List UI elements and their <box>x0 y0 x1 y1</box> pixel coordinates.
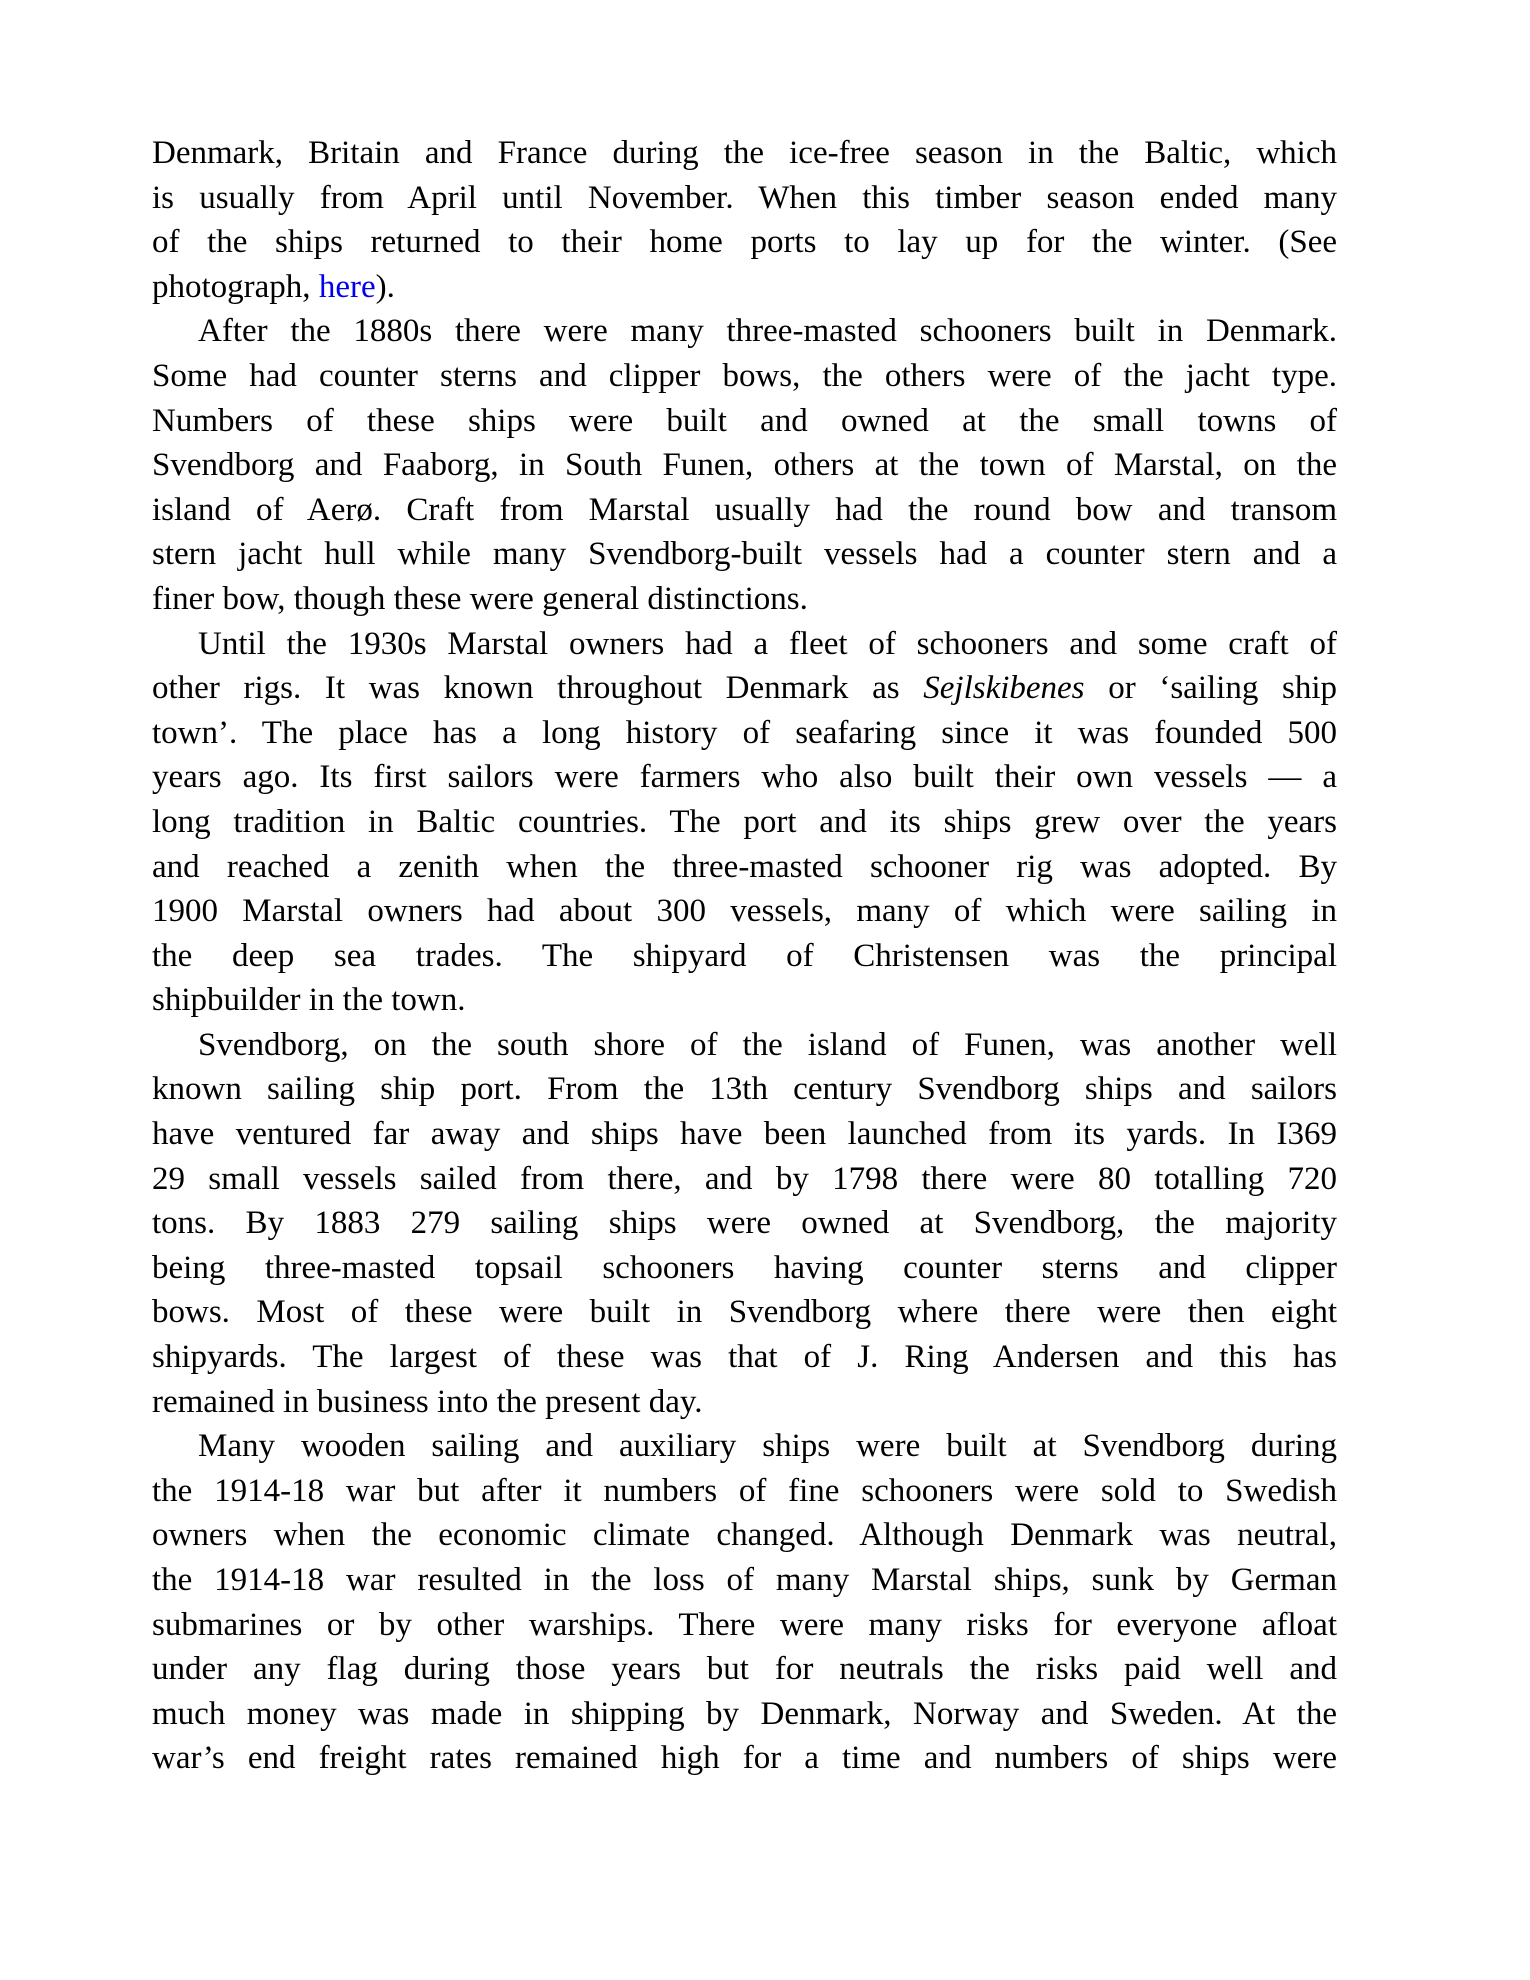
text-line <box>152 1157 1337 1202</box>
text-line <box>152 309 1337 354</box>
text-line <box>152 354 1337 399</box>
paragraph-4 <box>152 1023 1337 1424</box>
text-run: photograph, <box>152 268 319 305</box>
paragraph-1 <box>152 131 1337 309</box>
text-run: bows. Most of these were built in Svendborg where there were then eight <box>152 1294 1337 1331</box>
text-line <box>152 1112 1337 1157</box>
text-run: is usually from April until November. When this timber season ended many <box>152 179 1337 216</box>
text-run: Some had counter sterns and clipper bows, the others were of the jacht type. <box>152 357 1337 394</box>
text-run: or ‘sailing ship <box>1084 670 1337 707</box>
text-run: the deep sea trades. The shipyard of Christensen was the principal <box>152 937 1337 974</box>
text-line <box>152 889 1337 934</box>
text-line <box>152 1201 1337 1246</box>
text-line <box>152 1023 1337 1068</box>
text-line <box>152 1380 1337 1425</box>
text-line <box>152 577 1337 622</box>
text-line <box>152 800 1337 845</box>
text-run: Denmark, Britain and France during the ice-free season in the Baltic, which <box>152 135 1337 171</box>
text-run: and reached a zenith when the three-masted schooner rig was adopted. By <box>152 848 1337 885</box>
text-line <box>152 176 1337 221</box>
italic-term: Sejlskibenes <box>923 670 1085 707</box>
text-run: war’s end freight rates remained high for a time and numbers of ships were <box>152 1740 1337 1777</box>
text-run: After the 1880s there were many three-masted schooners built in Denmark. <box>198 313 1337 350</box>
text-run: ). <box>375 268 395 305</box>
text-line <box>152 1647 1337 1692</box>
text-line <box>152 532 1337 577</box>
text-line <box>152 399 1337 444</box>
text-line <box>152 220 1337 265</box>
text-run: the 1914-18 war resulted in the loss of many Marstal ships, sunk by German <box>152 1562 1337 1598</box>
text-run: being three-masted topsail schooners having counter sterns and clipper <box>152 1249 1337 1286</box>
text-run: shipyards. The largest of these was that of J. Ring Andersen and this has <box>152 1339 1337 1376</box>
text-run: other rigs. It was known throughout Denmark as <box>152 670 924 707</box>
text-line <box>152 131 1337 176</box>
text-run: finer bow, though these were general distinctions. <box>152 580 808 617</box>
text-line <box>152 443 1337 488</box>
text-run: 29 small vessels sailed from there, and by 1798 there were 80 totalling 720 <box>152 1160 1337 1197</box>
text-line <box>152 488 1337 533</box>
text-line <box>152 845 1337 890</box>
text-line <box>152 265 1337 310</box>
text-run: stern jacht hull while many Svendborg-built vessels had a counter stern and a <box>152 536 1337 573</box>
text-line <box>152 622 1337 667</box>
text-run: 1900 Marstal owners had about 300 vessels, many of which were sailing in <box>152 893 1337 930</box>
text-run: years ago. Its first sailors were farmers who also built their own vessels — a <box>152 759 1337 796</box>
text-line <box>152 978 1337 1023</box>
text-run: owners when the economic climate changed. Although Denmark was neutral, <box>152 1517 1337 1554</box>
text-line <box>152 1692 1337 1737</box>
text-run: shipbuilder in the town. <box>152 982 466 1019</box>
text-run: submarines or by other warships. There were many risks for everyone afloat <box>152 1606 1337 1643</box>
text-line <box>152 755 1337 800</box>
text-run: long tradition in Baltic countries. The port and its ships grew over the years <box>152 803 1337 840</box>
text-run: under any flag during those years but for neutrals the risks paid well and <box>152 1651 1337 1688</box>
text-run: known sailing ship port. From the 13th century Svendborg ships and sailors <box>152 1071 1337 1108</box>
text-line <box>152 1736 1337 1781</box>
text-line <box>152 1290 1337 1335</box>
text-line <box>152 934 1337 979</box>
paragraph-2 <box>152 309 1337 621</box>
text-run: of the ships returned to their home ports to lay up for the winter. (See <box>152 224 1337 261</box>
text-line <box>152 1424 1337 1469</box>
text-run: island of Aerø. Craft from Marstal usually had the round bow and transom <box>152 491 1337 528</box>
text-line <box>152 666 1337 711</box>
text-run: town’. The place has a long history of seafaring since it was founded 500 <box>152 714 1337 751</box>
text-line <box>152 1246 1337 1291</box>
text-run: remained in business into the present day. <box>152 1383 703 1420</box>
text-line <box>152 1469 1337 1514</box>
text-line <box>152 1067 1337 1112</box>
text-run: Many wooden sailing and auxiliary ships were built at Svendborg during <box>198 1428 1337 1465</box>
paragraph-3 <box>152 622 1337 1023</box>
text-line <box>152 711 1337 756</box>
text-line <box>152 1335 1337 1380</box>
text-run: have ventured far away and ships have been launched from its yards. In I369 <box>152 1116 1337 1153</box>
photograph-here-link[interactable]: here <box>318 268 376 305</box>
text-run: Numbers of these ships were built and owned at the small towns of <box>152 402 1337 439</box>
paragraph-5 <box>152 1424 1337 1781</box>
text-line <box>152 1513 1337 1558</box>
text-run: Until the 1930s Marstal owners had a fleet of schooners and some craft of <box>198 625 1337 662</box>
text-line <box>152 1558 1337 1603</box>
text-run: tons. By 1883 279 sailing ships were owned at Svendborg, the majority <box>152 1205 1337 1242</box>
text-run: much money was made in shipping by Denmark, Norway and Sweden. At the <box>152 1695 1337 1732</box>
text-run: Svendborg and Faaborg, in South Funen, others at the town of Marstal, on the <box>152 447 1337 484</box>
text-run: the 1914-18 war but after it numbers of fine schooners were sold to Swedish <box>152 1472 1337 1509</box>
text-line <box>152 1603 1337 1648</box>
text-run: Svendborg, on the south shore of the island of Funen, was another well <box>198 1026 1337 1063</box>
